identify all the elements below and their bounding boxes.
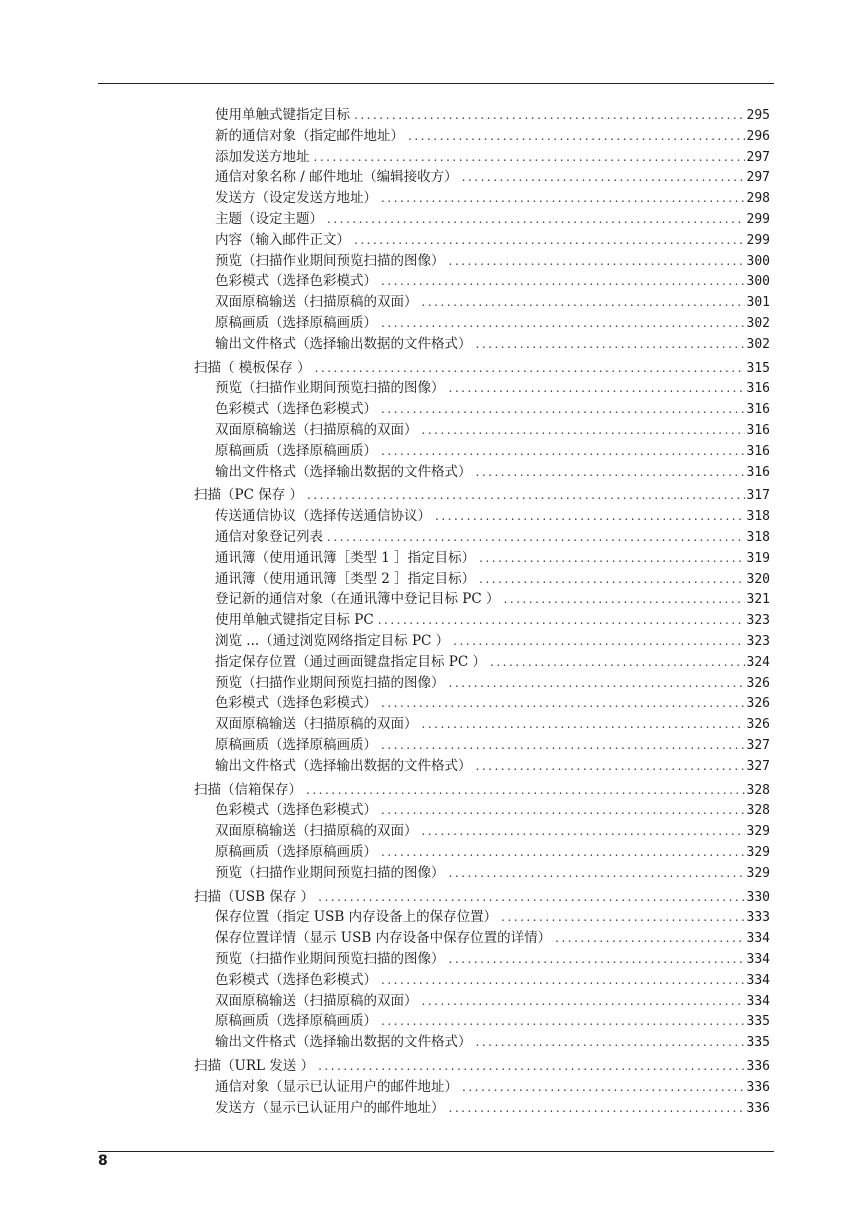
toc-entry-page: 324 <box>746 655 770 670</box>
toc-entry[interactable] <box>215 313 770 333</box>
toc-entry[interactable] <box>215 105 770 125</box>
toc-entry-page: 317 <box>746 488 770 503</box>
toc-entry[interactable] <box>215 863 770 883</box>
toc-entry[interactable] <box>215 907 770 927</box>
toc-section-entry[interactable] <box>194 358 770 378</box>
toc-entry-page: 316 <box>746 402 770 417</box>
dot-leader <box>479 569 744 589</box>
dot-leader <box>501 907 744 927</box>
toc-section-entry[interactable] <box>194 780 770 800</box>
dot-leader <box>422 821 745 841</box>
dot-leader <box>354 105 745 125</box>
dot-leader <box>381 188 745 208</box>
toc-entry-label: 内容（输入邮件正文） <box>215 232 350 248</box>
toc-entry-page: 298 <box>746 191 770 206</box>
toc-entry-label: 预览（扫描作业期间预览扫描的图像） <box>215 951 445 967</box>
toc-entry[interactable] <box>215 714 770 734</box>
toc-entry[interactable] <box>215 800 770 820</box>
toc-entry-page: 335 <box>746 1035 770 1050</box>
toc-entry[interactable] <box>215 631 770 651</box>
dot-leader <box>318 887 744 907</box>
toc-entry-label: 输出文件格式（选择输出数据的文件格式） <box>215 464 472 480</box>
dot-leader <box>408 126 745 146</box>
toc-entry-label: 双面原稿输送（扫描原稿的双面） <box>215 823 418 839</box>
toc-entry-label: 输出文件格式（选择输出数据的文件格式） <box>215 758 472 774</box>
toc-entry[interactable] <box>215 970 770 990</box>
toc-entry-page: 327 <box>746 738 770 753</box>
toc-entry-label: 保存位置详情（显示 USB 内存设备中保存位置的详情） <box>215 930 552 946</box>
toc-entry-page: 336 <box>746 1080 770 1095</box>
toc-entry[interactable] <box>215 735 770 755</box>
toc-entry-page: 296 <box>746 129 770 144</box>
toc-entry-page: 316 <box>746 381 770 396</box>
toc-entry-page: 326 <box>746 717 770 732</box>
dot-leader <box>462 1077 745 1097</box>
toc-entry[interactable] <box>215 548 770 568</box>
toc-entry-label: 通信对象名称 / 邮件地址（编辑接收方） <box>215 169 458 185</box>
dot-leader <box>449 949 745 969</box>
toc-entry-label: 通信对象登记列表 <box>215 529 323 545</box>
toc-entry[interactable] <box>215 441 770 461</box>
toc-entry-label: 原稿画质（选择原稿画质） <box>215 844 377 860</box>
toc-entry-label: 指定保存位置（通过画面键盘指定目标 PC ） <box>215 654 486 670</box>
toc-entry[interactable] <box>215 420 770 440</box>
toc-entry-label: 双面原稿输送（扫描原稿的双面） <box>215 716 418 732</box>
toc-entry-page: 326 <box>746 696 770 711</box>
toc-entry-page: 327 <box>746 759 770 774</box>
toc-entry-label: 扫描（PC 保存 ） <box>194 487 303 503</box>
toc-entry-label: 原稿画质（选择原稿画质） <box>215 315 377 331</box>
toc-entry-page: 318 <box>746 530 770 545</box>
dot-leader <box>306 780 745 800</box>
toc-entry-label: 新的通信对象（指定邮件地址） <box>215 128 404 144</box>
toc-entry-page: 297 <box>746 150 770 165</box>
toc-entry[interactable] <box>215 167 770 187</box>
dot-leader <box>479 548 744 568</box>
toc-entry-label: 保存位置（指定 USB 内存设备上的保存位置） <box>215 909 498 925</box>
toc-entry[interactable] <box>215 693 770 713</box>
dot-leader <box>327 527 745 547</box>
toc-entry-page: 328 <box>746 783 770 798</box>
toc-entry-page: 329 <box>746 845 770 860</box>
toc-entry[interactable] <box>215 378 770 398</box>
toc-entry[interactable] <box>215 842 770 862</box>
toc-entry[interactable] <box>215 399 770 419</box>
dot-leader <box>378 610 745 630</box>
toc-entry[interactable] <box>215 251 770 271</box>
toc-entry[interactable] <box>215 292 770 312</box>
toc-entry-page: 299 <box>746 233 770 248</box>
toc-entry-label: 预览（扫描作业期间预览扫描的图像） <box>215 380 445 396</box>
dot-leader <box>449 378 745 398</box>
toc-entry[interactable] <box>215 991 770 1011</box>
toc-entry[interactable] <box>215 188 770 208</box>
dot-leader <box>381 842 745 862</box>
dot-leader <box>381 441 745 461</box>
toc-entry-label: 原稿画质（选择原稿画质） <box>215 1013 377 1029</box>
toc-entry-page: 316 <box>746 423 770 438</box>
toc-entry-label: 色彩模式（选择色彩模式） <box>215 273 377 289</box>
toc-entry-label: 发送方（设定发送方地址） <box>215 190 377 206</box>
dot-leader <box>490 652 745 672</box>
dot-leader <box>435 506 745 526</box>
toc-entry-label: 色彩模式（选择色彩模式） <box>215 802 377 818</box>
toc-entry-page: 334 <box>746 952 770 967</box>
toc-entry-page: 319 <box>746 551 770 566</box>
toc-entry[interactable] <box>215 928 770 948</box>
dot-leader <box>422 292 745 312</box>
toc-entry-label: 主题（设定主题） <box>215 211 323 227</box>
toc-entry-page: 318 <box>746 509 770 524</box>
dot-leader <box>422 420 745 440</box>
dot-leader <box>307 485 745 505</box>
dot-leader <box>449 251 745 271</box>
toc-entry[interactable] <box>215 652 770 672</box>
toc-entry-page: 334 <box>746 973 770 988</box>
toc-entry[interactable] <box>215 1032 770 1052</box>
toc-entry[interactable] <box>215 147 770 167</box>
toc-entry-label: 输出文件格式（选择输出数据的文件格式） <box>215 1034 472 1050</box>
toc-entry-label: 扫描（USB 保存 ） <box>194 889 315 905</box>
toc-section-entry[interactable] <box>194 887 770 907</box>
toc-entry-page: 329 <box>746 824 770 839</box>
toc-entry-page: 333 <box>746 910 770 925</box>
dot-leader <box>476 756 745 776</box>
toc-entry[interactable] <box>215 506 770 526</box>
toc-entry-page: 320 <box>746 572 770 587</box>
toc-entry[interactable] <box>215 334 770 354</box>
dot-leader <box>318 1056 744 1076</box>
toc-entry[interactable] <box>215 1098 770 1118</box>
toc-entry-label: 使用单触式键指定目标 <box>215 107 350 123</box>
toc-entry-label: 色彩模式（选择色彩模式） <box>215 695 377 711</box>
toc-entry-label: 色彩模式（选择色彩模式） <box>215 401 377 417</box>
toc-entry-page: 302 <box>746 337 770 352</box>
toc-entry-page: 334 <box>746 931 770 946</box>
dot-leader <box>449 1098 745 1118</box>
toc-entry-label: 色彩模式（选择色彩模式） <box>215 972 377 988</box>
toc-entry[interactable] <box>215 462 770 482</box>
toc-entry-label: 输出文件格式（选择输出数据的文件格式） <box>215 336 472 352</box>
toc-entry[interactable] <box>215 230 770 250</box>
toc-entry-page: 328 <box>746 803 770 818</box>
toc-entry[interactable] <box>215 527 770 547</box>
toc-entry[interactable] <box>215 569 770 589</box>
toc-entry-page: 326 <box>746 676 770 691</box>
toc-section-entry[interactable] <box>194 1056 770 1076</box>
toc-entry-label: 使用单触式键指定目标 PC <box>215 612 374 628</box>
dot-leader <box>476 462 745 482</box>
toc-entry-page: 336 <box>746 1101 770 1116</box>
toc-entry-label: 发送方（显示已认证用户的邮件地址） <box>215 1100 445 1116</box>
dot-leader <box>381 735 745 755</box>
toc-entry-label: 预览（扫描作业期间预览扫描的图像） <box>215 865 445 881</box>
toc-entry-label: 添加发送方地址 <box>215 149 310 165</box>
dot-leader <box>504 589 745 609</box>
dot-leader <box>422 714 745 734</box>
header-rule <box>98 83 774 84</box>
toc-entry-page: 302 <box>746 316 770 331</box>
toc-entry[interactable] <box>215 610 770 630</box>
toc-entry-page: 297 <box>746 170 770 185</box>
dot-leader <box>381 271 745 291</box>
toc-entry-label: 双面原稿输送（扫描原稿的双面） <box>215 422 418 438</box>
toc-entry-page: 315 <box>746 361 770 376</box>
toc-entry-label: 传送通信协议（选择传送通信协议） <box>215 508 431 524</box>
toc-entry-page: 316 <box>746 444 770 459</box>
dot-leader <box>476 1032 745 1052</box>
toc-entry-page: 301 <box>746 295 770 310</box>
toc-entry-page: 323 <box>746 634 770 649</box>
toc-entry-label: 登记新的通信对象（在通讯簿中登记目标 PC ） <box>215 591 500 607</box>
toc-entry-page: 299 <box>746 212 770 227</box>
toc-entry-page: 334 <box>746 994 770 1009</box>
toc-entry-label: 通信对象（显示已认证用户的邮件地址） <box>215 1079 458 1095</box>
toc-entry-label: 通讯簿（使用通讯簿［类型 2 ］指定目标） <box>215 571 476 587</box>
toc-entry[interactable] <box>215 589 770 609</box>
toc-entry-label: 扫描（URL 发送 ） <box>194 1058 315 1074</box>
toc-entry[interactable] <box>215 949 770 969</box>
toc-entry-label: 通讯簿（使用通讯簿［类型 1 ］指定目标） <box>215 550 476 566</box>
toc-entry-label: 扫描（信箱保存） <box>194 782 302 798</box>
dot-leader <box>314 147 745 167</box>
toc-entry-label: 双面原稿输送（扫描原稿的双面） <box>215 993 418 1009</box>
toc-entry-page: 335 <box>746 1014 770 1029</box>
toc-entry-page: 323 <box>746 613 770 628</box>
toc-entry[interactable] <box>215 756 770 776</box>
toc-entry-page: 316 <box>746 465 770 480</box>
dot-leader <box>381 800 745 820</box>
dot-leader <box>422 991 745 1011</box>
dot-leader <box>315 358 745 378</box>
toc-section-entry[interactable] <box>194 485 770 505</box>
dot-leader <box>381 693 745 713</box>
dot-leader <box>449 673 745 693</box>
dot-leader <box>381 1011 745 1031</box>
toc-entry-page: 321 <box>746 592 770 607</box>
toc-entry-label: 扫描（ 模板保存 ） <box>194 360 311 376</box>
dot-leader <box>381 399 745 419</box>
toc-entry[interactable] <box>215 821 770 841</box>
toc-entry-page: 300 <box>746 274 770 289</box>
dot-leader <box>449 863 745 883</box>
toc-entry[interactable] <box>215 1077 770 1097</box>
dot-leader <box>555 928 744 948</box>
toc-entry[interactable] <box>215 673 770 693</box>
toc-entry-label: 预览（扫描作业期间预览扫描的图像） <box>215 253 445 269</box>
toc-entry-label: 原稿画质（选择原稿画质） <box>215 737 377 753</box>
toc-entry-page: 330 <box>746 890 770 905</box>
toc-entry-label: 原稿画质（选择原稿画质） <box>215 443 377 459</box>
footer-rule <box>98 1151 774 1152</box>
dot-leader <box>354 230 745 250</box>
toc-entry-label: 双面原稿输送（扫描原稿的双面） <box>215 294 418 310</box>
dot-leader <box>453 631 744 651</box>
dot-leader <box>381 313 745 333</box>
toc-entry-label: 浏览 ...（通过浏览网络指定目标 PC ） <box>215 633 450 649</box>
toc-entry[interactable] <box>215 271 770 291</box>
toc-entry-label: 预览（扫描作业期间预览扫描的图像） <box>215 675 445 691</box>
toc-entry[interactable] <box>215 1011 770 1031</box>
toc-entry-page: 295 <box>746 108 770 123</box>
toc-entry[interactable] <box>215 209 770 229</box>
toc-entry-page: 300 <box>746 254 770 269</box>
dot-leader <box>327 209 745 229</box>
toc-entry[interactable] <box>215 126 770 146</box>
dot-leader <box>462 167 745 187</box>
dot-leader <box>381 970 745 990</box>
page-number: 8 <box>98 1153 108 1169</box>
toc-entry-page: 336 <box>746 1059 770 1074</box>
toc-entry-page: 329 <box>746 866 770 881</box>
dot-leader <box>476 334 745 354</box>
